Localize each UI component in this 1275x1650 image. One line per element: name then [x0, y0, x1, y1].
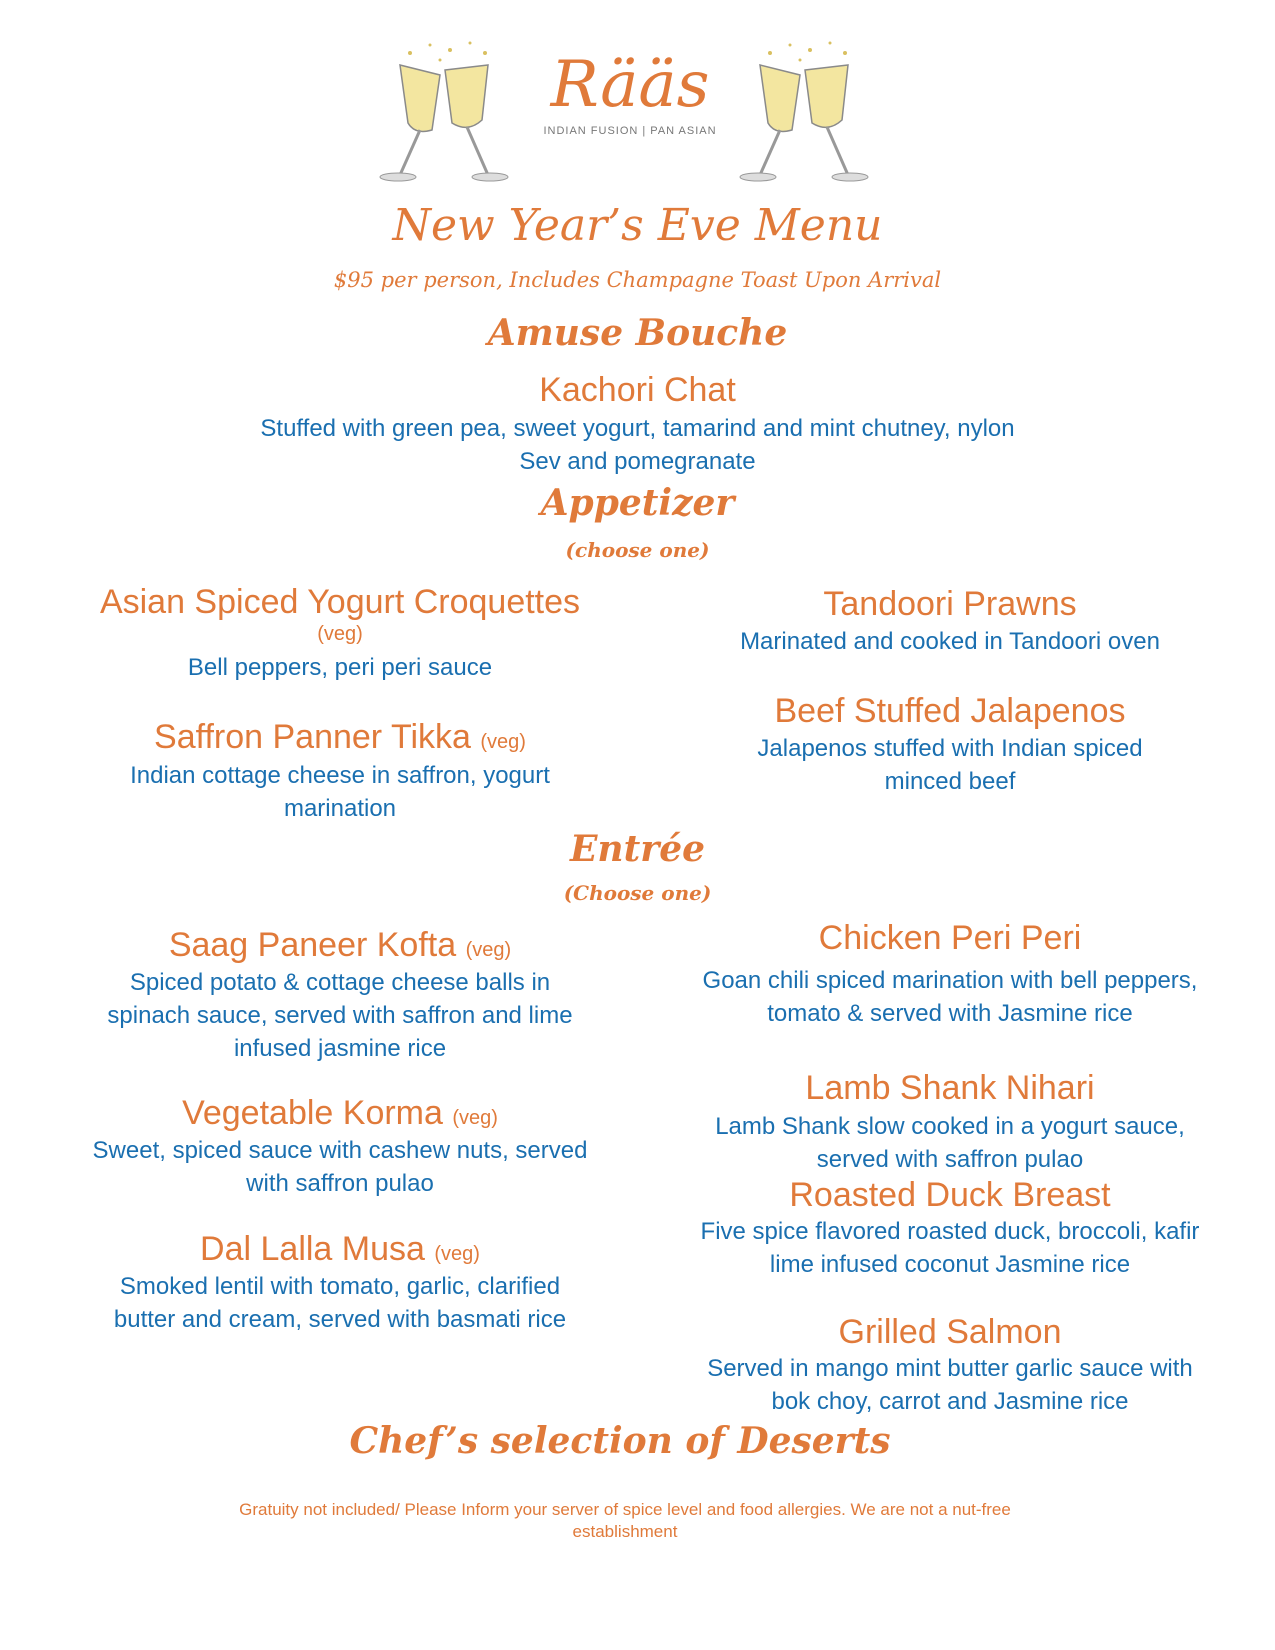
dish-name-duck: Roasted Duck Breast [789, 1176, 1111, 1214]
dish-desc-kofta-2: spinach sauce, served with saffron and lime [107, 1002, 573, 1029]
dish-desc-kachori-1: Stuffed with green pea, sweet yogurt, tamarind and mint chutney, nylon [260, 415, 1015, 442]
dish-desc-kachori-2: Sev and pomegranate [519, 448, 756, 475]
dish-desc-prawns: Marinated and cooked in Tandoori oven [740, 628, 1160, 655]
veg-label-dal: (veg) [434, 1243, 480, 1265]
dish-desc-salmon-2: bok choy, carrot and Jasmine rice [771, 1388, 1129, 1415]
section-heading-amuse: Amuse Bouche [487, 312, 788, 354]
dish-desc-lamb-2: served with saffron pulao [816, 1146, 1084, 1173]
footer-note-2: establishment [572, 1522, 678, 1541]
dish-name-lamb: Lamb Shank Nihari [805, 1069, 1095, 1107]
dish-name-kachori: Kachori Chat [539, 371, 736, 409]
dish-desc-kofta-1: Spiced potato & cottage cheese balls in [129, 969, 551, 996]
dish-desc-chicken-1: Goan chili spiced marination with bell peppers, [702, 967, 1198, 994]
dish-name-croquettes: Asian Spiced Yogurt Croquettes [99, 583, 581, 621]
dish-desc-jalapenos-2: minced beef [884, 768, 1016, 795]
section-heading-desserts: Chef’s selection of Deserts [349, 1420, 891, 1462]
dish-desc-jalapenos-1: Jalapenos stuffed with Indian spiced [757, 735, 1143, 762]
veg-label-kofta: (veg) [465, 939, 512, 961]
dish-name-jalapenos: Beef Stuffed Jalapenos [774, 692, 1126, 730]
dish-name-tikka [20, 717, 660, 762]
dish-desc-kofta-3: infused jasmine rice [233, 1035, 447, 1062]
dish-desc-croquettes: Bell peppers, peri peri sauce [187, 654, 493, 681]
dish-desc-dal-2: butter and cream, served with basmati rice [113, 1306, 567, 1333]
dish-desc-lamb-1: Lamb Shank slow cooked in a yogurt sauce, [715, 1113, 1185, 1140]
dish-name-prawns: Tandoori Prawns [823, 585, 1077, 623]
champagne-glasses-right-icon [730, 35, 880, 185]
dish-name-korma-text: Vegetable Korma [182, 1094, 443, 1132]
veg-label-tikka: (veg) [480, 731, 526, 753]
dish-desc-chicken-2: tomato & served with Jasmine rice [767, 1000, 1133, 1027]
dish-desc-duck-2: lime infused coconut Jasmine rice [769, 1251, 1131, 1278]
dish-name-salmon: Grilled Salmon [838, 1313, 1062, 1351]
dish-name-kofta [20, 925, 660, 970]
dish-desc-korma-1: Sweet, spiced sauce with cashew nuts, served [92, 1137, 588, 1164]
appetizer-note: (choose one) [565, 538, 710, 562]
dish-desc-salmon-1: Served in mango mint butter garlic sauce with [707, 1355, 1193, 1382]
dish-desc-tikka-2: marination [283, 795, 397, 822]
dish-desc-korma-2: with saffron pulao [246, 1170, 434, 1197]
logo-tagline: INDIAN FUSION | PAN ASIAN [543, 125, 717, 137]
footer-note-1: Gratuity not included/ Please Inform your server of spice level and food allergies. We are not a nut-free [239, 1500, 1011, 1519]
dish-name-dal-text: Dal Lalla Musa [200, 1230, 425, 1268]
veg-label-korma: (veg) [452, 1107, 498, 1129]
dish-name-korma [20, 1093, 660, 1138]
page-title: New Year’s Eve Menu [392, 200, 883, 251]
veg-label-croquettes: (veg) [317, 623, 363, 645]
section-heading-entree: Entrée [569, 828, 706, 870]
dish-desc-tikka-1: Indian cottage cheese in saffron, yogurt [130, 762, 550, 789]
entree-note: (Choose one) [563, 881, 712, 905]
dish-name-chicken: Chicken Peri Peri [818, 919, 1082, 957]
dish-name-tikka-text: Saffron Panner Tikka [154, 718, 471, 756]
dish-name-dal [20, 1229, 660, 1274]
price-subtitle: $95 per person, Includes Champagne Toast Upon Arrival [333, 268, 942, 292]
logo-name: Rääs [550, 48, 710, 122]
section-heading-appetizer: Appetizer [540, 482, 735, 524]
dish-desc-dal-1: Smoked lentil with tomato, garlic, clarified [119, 1273, 561, 1300]
dish-desc-duck-1: Five spice flavored roasted duck, broccoli, kafir [700, 1218, 1200, 1245]
dish-name-kofta-text: Saag Paneer Kofta [168, 926, 457, 964]
